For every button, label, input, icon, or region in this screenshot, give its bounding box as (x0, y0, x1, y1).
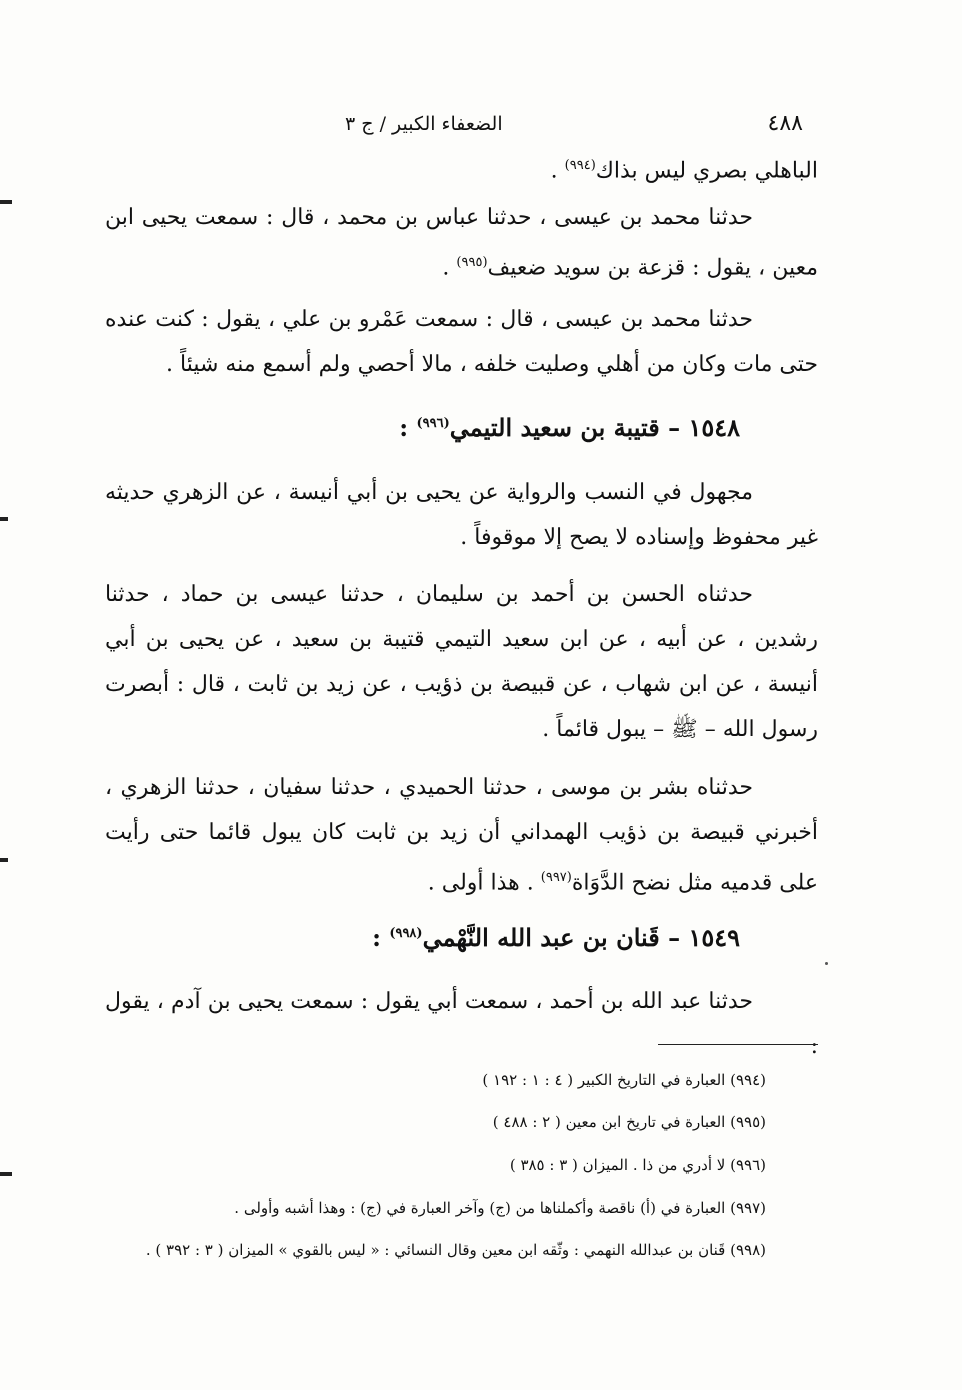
footnote-998: (٩٩٨) قَنان بن عبدالله النهمي : وثّقه ابن معين وقال النسائي : « ليس بالقوي » الميزان ( ٣ : ٣٩٢ ) . (145, 1241, 766, 1259)
entry-heading-1548 (399, 413, 740, 442)
footnote-separator (658, 1044, 818, 1045)
paragraph-text: حدثنا محمد بن عيسى ، حدثنا عباس بن محمد ، قال : سمعت يحيى ابن معين ، يقول : قزعة بن سويد ضعيف (105, 205, 818, 281)
entry-name: قَنان بن عبد الله النَّهْمي (422, 923, 660, 952)
scan-edge-mark (0, 517, 8, 521)
scan-edge-mark (0, 1172, 12, 1176)
footnote-ref: (٩٩٦) (416, 416, 450, 431)
paragraph-end: . هذا أولى . (427, 870, 541, 896)
scan-speck (825, 962, 828, 965)
footnote-995: (٩٩٥) العبارة في تاريخ ابن معين ( ٢ : ٤٨٨ ) (492, 1113, 766, 1131)
entry-name: قتيبة بن سعيد التيمي (449, 413, 660, 442)
footnote-ref: (٩٩٨) (389, 926, 423, 941)
scan-edge-mark (0, 200, 12, 204)
paragraph-continuation (105, 143, 818, 193)
paragraph-amr-narration (105, 297, 818, 387)
paragraph-qutayba-isnad (105, 572, 818, 752)
book-page (105, 105, 818, 1305)
page-number: ٤٨٨ (767, 111, 803, 136)
paragraph-abdullah-narration (105, 979, 818, 1069)
paragraph-qutayba-description (105, 470, 818, 560)
entry-number: ١٥٤٩ (688, 923, 740, 952)
footnote-996: (٩٩٦) لا أدري من ذا . الميزان ( ٣ : ٣٨٥ ) (509, 1156, 766, 1174)
entry-colon: : (372, 923, 381, 952)
entry-dash: – (659, 413, 681, 442)
footnote-ref: (٩٩٥) (456, 255, 488, 270)
footnote-997: (٩٩٧) العبارة في (أ) ناقصة وأكملناها من (ج) وآخر العبارة في (ج) : وهذا أشبه وأولى . (234, 1199, 766, 1217)
paragraph-text: حدثنا عبد الله بن أحمد ، سمعت أبي يقول : سمعت يحيى بن آدم ، يقول : (105, 989, 818, 1059)
running-title: الضعفاء الكبير / ج ٣ (345, 113, 503, 135)
paragraph-text: حدثنا محمد بن عيسى ، قال : سمعت عَمْرو بن علي ، يقول : كنت عنده حتى مات وكان من أهلي وصليت خلفه ، مالا أحصي ولم أسمع منه شيئاً . (105, 307, 818, 377)
paragraph-text: حدثناه الحسن بن أحمد بن سليمان ، حدثنا عيسى بن حماد ، حدثنا رشدين ، عن أبيه ، عن ابن سعيد التيمي قتيبة بن سعيد ، عن يحيى بن أبي أنيسة ، عن ابن شهاب ، عن قبيصة بن ذؤيب ، عن زيد بن ثابت ، قال : أبصرت رسول الله – ﷺ – يبول قائماً . (105, 582, 818, 742)
entry-colon: : (399, 413, 409, 442)
paragraph-text: حدثناه بشر بن موسى ، حدثنا الحميدي ، حدثنا سفيان ، حدثنا الزهري ، أخبرني قبيصة بن ذؤيب الهمداني أن زيد بن ثابت كان يبول قائما حتى رأيت على قدميه مثل نضح الدَّوَاة (105, 775, 818, 896)
footnote-994: (٩٩٤) العبارة في التاريخ الكبير ( ٤ : ١ : ١٩٢ ) (482, 1071, 766, 1089)
footnote-ref: (٩٩٤) (564, 158, 596, 173)
entry-heading-1549 (372, 923, 740, 952)
footnote-ref: (٩٩٧) (540, 870, 572, 885)
paragraph-text: الباهلي بصري ليس بذاك (595, 158, 818, 184)
paragraph-end: . (550, 158, 565, 184)
paragraph-text: مجهول في النسب والرواية عن يحيى بن أبي أنيسة ، عن الزهري حديثه غير محفوظ وإسناده لا يصح إلا موقوفاً . (105, 480, 818, 550)
paragraph-abbas-narration (105, 195, 818, 290)
scan-edge-mark (0, 858, 8, 862)
page-header (105, 105, 818, 145)
entry-number: ١٥٤٨ (688, 413, 740, 442)
paragraph-bishr-isnad (105, 765, 818, 905)
entry-dash: – (659, 923, 681, 952)
paragraph-end: . (442, 255, 457, 281)
